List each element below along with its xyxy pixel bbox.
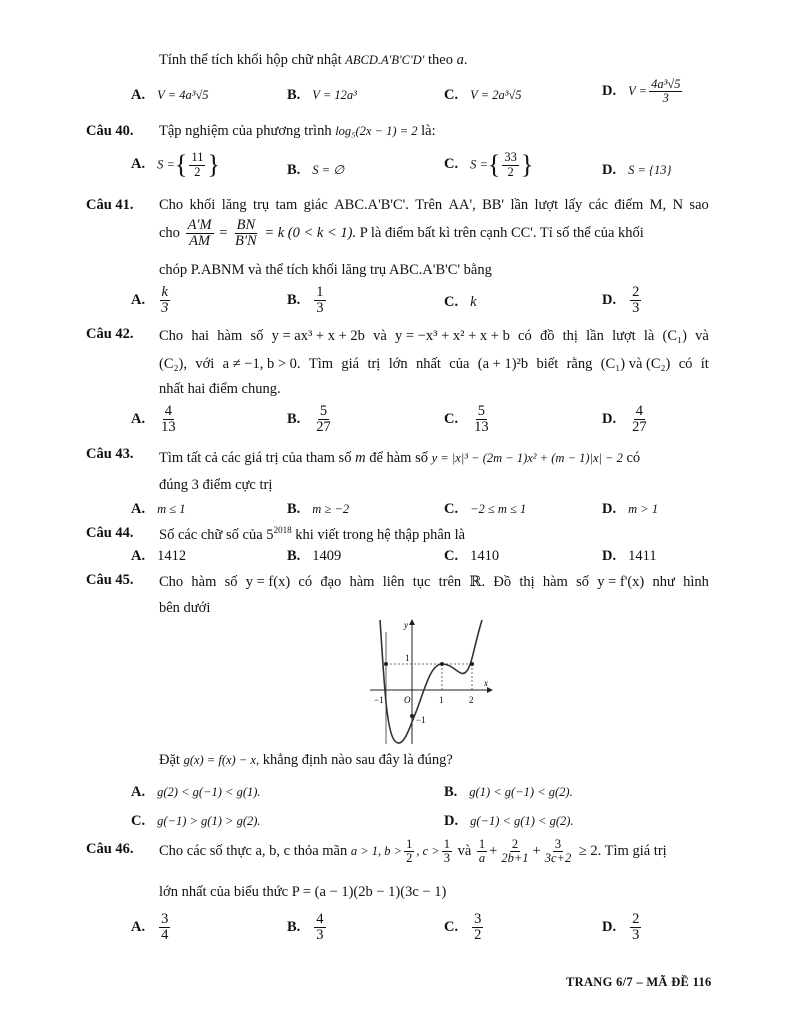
word: biết [536,356,559,372]
letter: B. [287,292,301,309]
word: nhất [415,356,441,372]
word: M, [649,197,667,213]
q45-label: Câu 45. [86,572,134,588]
denominator: 4 [161,927,169,944]
q43-option-c[interactable] [444,501,526,518]
word: (C₁) và (C₂) [600,356,671,372]
word: rằng [566,356,593,372]
numerator: 1 [316,284,324,300]
q43-label: Câu 43. [86,446,134,462]
numerator: 1 [443,837,450,851]
word: và [373,328,387,344]
letter: A. [131,548,146,564]
numerator: 3 [161,911,169,927]
word: lớn [388,356,408,372]
q40-option-b[interactable] [287,162,344,179]
word: khối [189,197,216,213]
tick-x-m1: −1 [374,695,384,705]
q39-option-d[interactable] [602,78,684,105]
letter: B. [444,784,458,800]
q43-line2: đúng 3 điểm cực trị [159,477,273,493]
fraction [186,218,214,249]
q40-option-c[interactable]: C. S ={ $\frac{33}{2}$ } [444,150,534,179]
word: y = f'(x) [597,574,645,590]
word: Cho [159,328,184,344]
q43-option-a[interactable] [131,501,186,518]
point-marker [470,662,474,666]
letter: D. [602,411,617,428]
option-text: k [470,294,477,310]
option-text: 1412 [157,548,187,564]
word: lần [510,197,529,213]
word: hàm [191,574,217,590]
tick-x-2: 2 [469,695,474,705]
intro-line: Tính thể tích khối hộp chữ nhật ABCD.A'B'C'D' theo a. [159,52,468,68]
q43-line1 [159,450,640,467]
word: Cho [159,574,184,590]
word: và [695,328,709,344]
fprime-curve [380,620,482,743]
q42-option-b[interactable] [287,404,335,435]
option-text: S = ∅ [312,163,345,177]
option-text: g(−1) < g(1) < g(2). [470,814,574,828]
letter: A. [131,411,146,428]
word: có [678,356,693,372]
word: N [672,197,684,213]
word: có [298,574,313,590]
word: hàm [349,574,375,590]
numerator: 5 [319,403,328,419]
denominator: 3 [662,91,669,106]
q40-option-a[interactable]: A. S ={ $\frac{11}{2}$ } [131,150,220,179]
fraction [314,404,333,435]
word: hàm [542,574,568,590]
fraction [472,912,483,943]
letter: C. [444,156,459,173]
derivative-graph [368,616,494,746]
denominator: 3 [443,851,450,866]
word: hai [191,328,210,344]
word: giác [303,197,328,213]
word: lượt [612,328,636,344]
text: P là điểm bất kì trên cạnh CC'. Tỉ số thể của khối [359,225,644,242]
letter: C. [444,919,459,936]
word: trị [367,356,381,372]
letter: C. [444,294,459,310]
option-text: S = {13} [628,163,672,177]
word: (a + 1)²b [477,356,529,372]
word: giá [341,356,360,372]
numerator: A'M [187,217,212,233]
equation: g(x) = f(x) − x, [183,753,260,767]
q44-text [159,525,465,544]
q41-label: Câu 41. [86,197,134,213]
word: thị [519,574,535,590]
word: tục [412,574,431,590]
word: y = f(x) [245,574,291,590]
word: sao [689,197,709,213]
q41-option-b[interactable] [287,285,328,316]
origin-label: O [404,695,411,705]
q45-option-b[interactable] [444,784,573,801]
fraction [499,838,530,865]
denominator: 27 [632,419,647,436]
word: thị [562,328,578,344]
letter: D. [444,813,459,829]
word: số [576,574,589,590]
numerator: 2 [632,284,640,300]
fraction [472,404,491,435]
word: (C₁) [662,328,687,344]
word: liên [382,574,405,590]
word: số [224,574,238,590]
q42-option-d[interactable] [602,404,651,435]
q46-option-a[interactable] [131,912,172,943]
q45-option-a[interactable] [131,784,261,801]
denominator: 2 [406,851,413,866]
option-text: 1411 [628,548,657,564]
text: là: [421,123,436,139]
q46-line1: Cho các số thực a, b, c thỏa mãn a > 1, b > $\frac{1}{2}$ , c > $\frac{1}{3}$ và $\frac{1}{a}$ + $\frac{2}{2b+1}$ + $\frac{3}{3c+2}$ ≥ 2. Tìm giá trị [159,837,667,866]
text: Tập nghiệm của phương trình [159,123,332,139]
option-text: 1409 [312,548,342,564]
q46-option-c[interactable] [444,912,485,943]
numerator: 3 [554,837,562,851]
fraction [543,838,573,865]
numerator: 4a³√5 [651,77,681,91]
letter: B. [287,501,301,517]
q39-option-b[interactable] [287,87,357,104]
option-text: g(−1) > g(1) > g(2). [157,814,261,828]
condition: a > 1, b > [350,843,403,858]
denominator: 3 [632,300,640,317]
option-text: m > 1 [628,502,659,516]
text: Cho các số thực a, b, c thỏa mãn [159,842,348,859]
word: Đồ [493,574,512,590]
option-text: m ≤ 1 [157,502,186,516]
word: y = ax³ + x + 2b [271,328,365,344]
numerator: 11 [191,150,204,165]
word: lượt [534,197,559,213]
letter: A. [131,919,146,936]
numerator: 5 [477,403,485,419]
word: ít [700,356,709,372]
letter: B. [287,411,301,428]
word: lăng [221,197,247,213]
option-text: g(2) < g(−1) < g(1). [157,785,261,799]
letter: A. [131,784,146,800]
denominator: 13 [161,419,176,436]
fraction [314,285,325,316]
letter: C. [131,813,146,829]
numerator: 4 [164,403,172,419]
fraction [404,838,414,865]
denominator: a [478,851,486,866]
word: Cho [159,197,184,213]
denominator: 3 [316,927,324,944]
word: trên [438,574,462,590]
letter: D. [602,548,617,564]
letter: B. [287,162,301,178]
letter: B. [287,919,301,936]
letter: B. [287,548,301,564]
fraction [189,151,205,178]
word: ℝ. [469,574,486,590]
q45-line1 [159,574,709,591]
word: (C₂), [159,356,188,372]
q42-line1 [159,328,709,345]
option-text: g(1) < g(−1) < g(2). [469,785,573,799]
q44-option-b[interactable] [287,548,341,565]
word: các [588,197,608,213]
q42-option-c[interactable] [444,404,493,435]
word: ABC.A'B'C'. [334,197,409,213]
denominator: 3 [161,300,169,317]
x-axis-label: x [484,678,488,688]
denominator: 2b+1 [501,851,529,866]
option-lhs: V = [628,83,648,98]
option-text: V = 12a³ [312,88,357,102]
y-axis-label: y [404,620,408,630]
numerator: 3 [474,911,482,927]
q42-label: Câu 42. [86,326,134,342]
word: với [195,356,215,372]
q40-label: Câu 40. [86,123,134,139]
numerator: 1 [406,837,413,851]
tick-y-m1: −1 [416,715,426,725]
numerator: 4 [635,403,643,419]
denominator: 13 [474,419,489,436]
q42-line3: nhất hai điểm chung. [159,381,281,397]
q46-line2: lớn nhất của biểu thức P = (a − 1)(2b − 1)(3c − 1) [159,884,447,900]
text: khẳng định nào sau đây là đúng? [262,752,453,768]
letter: A. [131,292,146,309]
letter: A. [131,501,146,517]
fraction [442,838,452,865]
word: Trên [415,197,443,213]
q41-line1 [159,197,709,214]
point-marker [440,662,444,666]
q45-line2: bên dưới [159,600,211,616]
numerator: 1 [478,837,486,851]
intro-text: Tính thể tích khối hộp chữ nhật [159,52,342,68]
q40-text [159,123,436,140]
denominator: 3c+2 [544,851,572,866]
letter: C. [444,501,459,517]
text: Số các chữ số của 5 [159,526,274,543]
word: lấy [564,197,583,213]
denominator: B'N [235,233,257,250]
text: và [457,842,472,859]
letter: D. [602,162,617,178]
fraction [233,218,259,249]
letter: D. [602,501,617,517]
fraction [159,404,178,435]
letter: C. [444,548,459,564]
text: ≥ 2. Tìm giá trị [578,842,667,859]
word: như [652,574,675,590]
word: là [643,328,655,344]
word: số [250,328,264,344]
text: để hàm số [369,450,428,466]
fraction [159,285,170,316]
letter: A. [131,87,146,103]
word: y = −x³ + x² + x + b [395,328,510,344]
q42-option-a[interactable] [131,404,180,435]
denominator: AM [189,233,211,250]
q45-option-c[interactable] [131,813,261,830]
param: m [355,450,366,466]
numerator: 33 [504,150,517,165]
word: hàm [217,328,243,344]
q43-option-b[interactable] [287,501,349,518]
letter: D. [602,292,617,309]
intro-object: ABCD.A'B'C'D' [345,53,425,67]
point-marker [384,662,388,666]
page-footer: TRANG 6/7 – MÃ ĐỀ 116 [566,975,712,989]
text: cho [159,225,180,242]
q41-option-a[interactable] [131,285,172,316]
denominator: 2 [474,927,482,944]
denominator: 3 [316,300,324,317]
fraction [630,404,649,435]
equation: log₅(2x − 1) = 2 [335,124,418,138]
text: = k (0 < k < 1). [264,225,357,242]
q44-label: Câu 44. [86,525,134,541]
text: Đặt [159,752,180,768]
q46-option-d[interactable] [602,912,643,943]
numerator: 2 [632,911,640,927]
q44-option-d[interactable] [602,548,657,565]
option-text: 1410 [470,548,500,564]
word: tam [275,197,298,213]
fraction [477,838,487,865]
denominator: 3 [632,927,640,944]
numerator: 4 [316,911,324,927]
fraction [649,78,682,105]
tick-x-1: 1 [439,695,444,705]
word: đồ [539,328,555,344]
q45-line3 [159,752,453,769]
word: lần [586,328,604,344]
word: điểm [614,197,644,213]
word: AA', [448,197,476,213]
q41-option-c[interactable] [444,294,477,311]
equation: y = |x|³ − (2m − 1)x² + (m − 1)|x| − 2 [431,451,623,465]
word: hình [683,574,709,590]
q41-line3: chóp P.ABNM và thể tích khối lăng trụ ABC.A'B'C' bằng [159,262,492,278]
letter: A. [131,156,146,173]
q39-option-a[interactable] [131,87,209,104]
denominator: 2 [194,164,201,179]
q44-option-c[interactable] [444,548,499,565]
word: của [449,356,470,372]
letter: C. [444,411,459,428]
numerator: k [161,284,168,300]
letter: D. [602,919,617,936]
word: Tìm [308,356,334,372]
exponent: 2018 [273,525,292,535]
option-text: m ≥ −2 [312,502,350,516]
word: a ≠ −1, b > 0. [222,356,301,372]
text: khi viết trong hệ thập phân là [291,526,466,543]
denominator: 27 [316,419,331,436]
condition: , c > [416,843,440,858]
point-marker [410,714,414,718]
q46-label: Câu 46. [86,841,134,857]
q43-option-d[interactable] [602,501,658,518]
fraction [630,285,641,316]
q42-line2 [159,356,709,373]
q41-option-d[interactable] [602,285,643,316]
fraction [502,151,519,178]
q45-option-d[interactable] [444,813,574,830]
fraction [630,912,641,943]
option-text: V = 2a³√5 [470,88,522,102]
intro-tail: theo [427,52,453,68]
q46-option-b[interactable] [287,912,328,943]
q44-option-a[interactable] [131,548,186,565]
numerator: 2 [511,837,519,851]
q41-line2: cho $\frac{A'M}{AM}$ = $\frac{BN}{B'N}$ = k (0 < k < 1). P là điểm bất kì trên cạnh CC'. Tỉ số thể của khối [159,217,644,250]
letter: D. [602,82,617,99]
text: Tìm tất cả các giá trị của tham số [159,450,352,466]
option-text: −2 ≤ m ≤ 1 [470,502,527,516]
letter: C. [444,87,459,103]
fraction [159,912,170,943]
letter: B. [287,87,301,103]
text: có [626,450,641,466]
numerator: BN [236,217,256,233]
word: có [518,328,532,344]
denominator: 2 [507,164,514,179]
q39-option-c[interactable] [444,87,522,104]
tick-y-1: 1 [405,653,410,663]
word: BB' [482,197,505,213]
fraction [314,912,325,943]
word: đạo [320,574,342,590]
intro-var: a [456,52,464,68]
word: trụ [253,197,270,213]
q40-option-d[interactable] [602,162,672,179]
option-text: V = 4a³√5 [157,88,209,102]
